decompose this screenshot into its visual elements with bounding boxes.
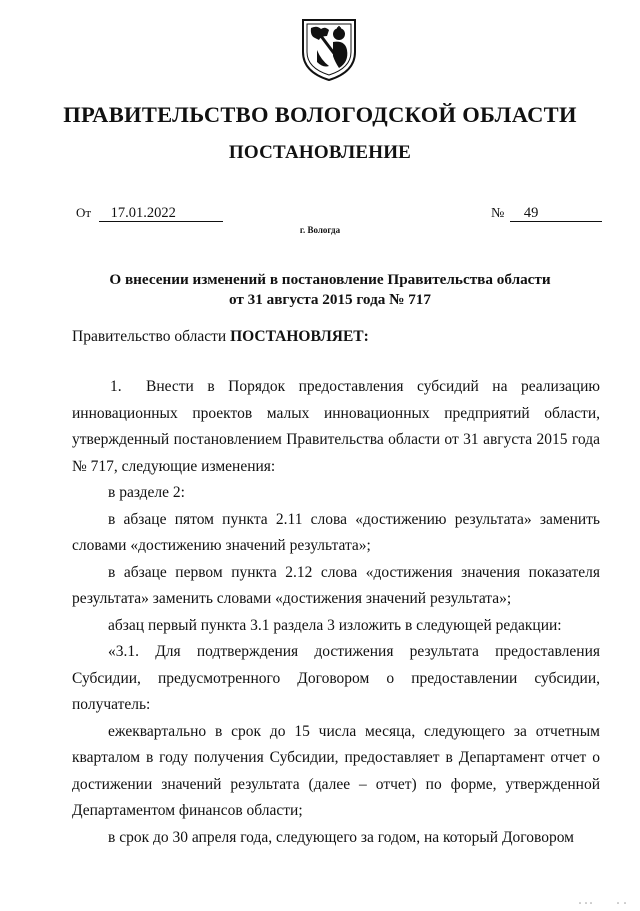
paragraph-2: в абзаце пятом пункта 2.11 слова «достижению результата» заменить словами «достижению значений результата»; xyxy=(72,510,600,554)
document-date xyxy=(76,205,223,222)
subject-line-2: от 31 августа 2015 года № 717 xyxy=(229,291,431,308)
number-prefix: № xyxy=(491,206,505,221)
number-value: 49 xyxy=(510,205,602,222)
document-body xyxy=(72,374,600,851)
paragraph-1: в разделе 2: xyxy=(108,484,185,501)
document-subject xyxy=(100,270,560,310)
paragraph-7: в срок до 30 апреля года, следующего за годом, на который Договором xyxy=(108,828,574,846)
item-1-number: 1. xyxy=(110,378,122,395)
intro-verb: ПОСТАНОВЛЯЕТ: xyxy=(230,328,369,345)
date-prefix: От xyxy=(76,205,92,220)
paragraph-3: в абзаце первом пункта 2.12 слова «достижения значения показателя результата» заменить словами «достижения значений результата»; xyxy=(72,563,600,607)
paragraph-5: «3.1. Для подтверждения достижения результата предоставления Субсидии, предусмотренного Договором о предоставлении субсидии, получатель: xyxy=(72,643,600,713)
paragraph-6: ежеквартально в срок до 15 числа месяца, следующего за отчетным кварталом в году получения Субсидии, предоставляет в Департамент отчет о достижении значений результата (далее – отчет) по форме, утвержденной Департаментом финансов области; xyxy=(72,722,600,819)
document-number xyxy=(491,205,602,222)
government-title: ПРАВИТЕЛЬСТВО ВОЛОГОДСКОЙ ОБЛАСТИ xyxy=(63,102,577,127)
paragraph-4: абзац первый пункта 3.1 раздела 3 изложить в следующей редакции: xyxy=(108,616,562,634)
scan-artifact xyxy=(578,893,628,899)
date-value: 17.01.2022 xyxy=(99,205,223,222)
item-1-text: Внести в Порядок предоставления субсидий на реализацию инновационных проектов малых инновационных предприятий области, утвержденный постановлением Правительства области от 31 августа 2015 года № 717, следующие изменения: xyxy=(72,378,600,475)
city-label: г. Вологда xyxy=(299,225,341,235)
coat-of-arms-icon xyxy=(299,16,359,82)
document-type: ПОСТАНОВЛЕНИЕ xyxy=(228,142,412,163)
intro-text: Правительство области xyxy=(72,328,227,345)
resolution-intro xyxy=(72,328,369,346)
subject-line-1: О внесении изменений в постановление Правительства области xyxy=(109,271,551,288)
item-1 xyxy=(72,374,600,480)
